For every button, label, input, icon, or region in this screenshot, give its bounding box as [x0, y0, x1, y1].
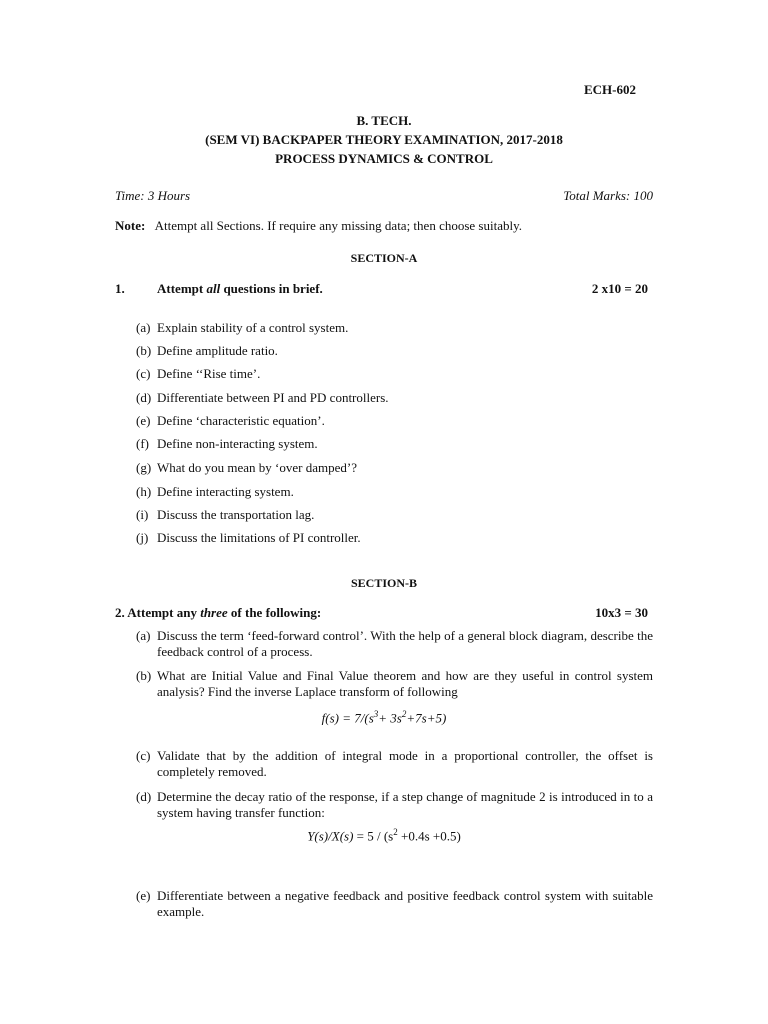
- item-text: What do you mean by ‘over damped’?: [157, 460, 357, 475]
- item-label: (a): [136, 320, 151, 335]
- paper-code: ECH-602: [584, 82, 636, 97]
- item-label: (a): [136, 628, 151, 643]
- degree-title: B. TECH.: [356, 113, 412, 128]
- item-label: (h): [136, 484, 152, 499]
- item-text: Determine the decay ratio of the response, if a step change of magnitude 2 is introduced in to a system having transfer function:: [157, 789, 653, 821]
- item-label: (e): [136, 888, 151, 903]
- q2-instruction-emphasis: three: [200, 605, 228, 620]
- item-label: (d): [136, 390, 152, 405]
- subject-title: PROCESS DYNAMICS & CONTROL: [275, 151, 493, 166]
- item-label: (i): [136, 507, 149, 522]
- item-label: (c): [136, 748, 151, 763]
- q1-instruction-emphasis: all: [206, 281, 221, 296]
- item-text: Differentiate between a negative feedback and positive feedback control system with suitable example.: [157, 888, 653, 920]
- item-text: What are Initial Value and Final Value theorem and how are they useful in control system analysis? Find the inverse Laplace transform of following: [157, 668, 653, 700]
- item-label: (e): [136, 413, 151, 428]
- item-text: Define amplitude ratio.: [157, 343, 278, 358]
- item-label: (c): [136, 366, 151, 381]
- item-text: Define interacting system.: [157, 484, 294, 499]
- section-a-title: SECTION-A: [350, 251, 418, 265]
- item-label: (f): [136, 436, 149, 451]
- item-label: (d): [136, 789, 152, 804]
- item-text: Define ‘characteristic equation’.: [157, 413, 325, 428]
- q1-marks: 2 x10 = 20: [591, 281, 648, 296]
- item-label: (b): [136, 343, 152, 358]
- item-text: Define ‘‘Rise time’.: [157, 366, 261, 381]
- exam-title: (SEM VI) BACKPAPER THEORY EXAMINATION, 2017-2018: [205, 132, 563, 147]
- item-label: (b): [136, 668, 152, 683]
- note-label: Note:: [115, 218, 146, 233]
- item-text: Discuss the term ‘feed-forward control’. With the help of a general block diagram, describe the feedback control of a process.: [157, 628, 653, 660]
- q1-number: 1.: [115, 281, 125, 296]
- item-label: (j): [136, 530, 149, 545]
- note: [115, 218, 522, 234]
- equation-d: $Y(s)/X(s) = 5 / (s^2 +0.4s +0.5)$: [307, 827, 461, 844]
- note-text: Attempt all Sections. If require any missing data; then choose suitably.: [154, 218, 522, 233]
- item-text: Differentiate between PI and PD controllers.: [157, 390, 389, 405]
- equation-b: $f(s) = 7/(s^3+ 3s^2+7s+5)$: [321, 709, 447, 726]
- section-b-title: SECTION-B: [350, 576, 418, 590]
- time-label: Time: 3 Hours: [115, 188, 191, 203]
- item-label: (g): [136, 460, 152, 475]
- item-text: Define non-interacting system.: [157, 436, 318, 451]
- q2-instruction: 2. Attempt any three of the following:: [115, 605, 322, 620]
- item-text: Discuss the transportation lag.: [157, 507, 315, 522]
- q2-marks: 10x3 = 30: [595, 605, 648, 620]
- total-marks-label: Total Marks: 100: [563, 188, 653, 203]
- item-text: Validate that by the addition of integral mode in a proportional controller, the offset is completely removed.: [157, 748, 653, 780]
- q1-instruction: Attempt all questions in brief.: [157, 281, 323, 296]
- item-text: Discuss the limitations of PI controller.: [157, 530, 361, 545]
- item-text: Explain stability of a control system.: [157, 320, 349, 335]
